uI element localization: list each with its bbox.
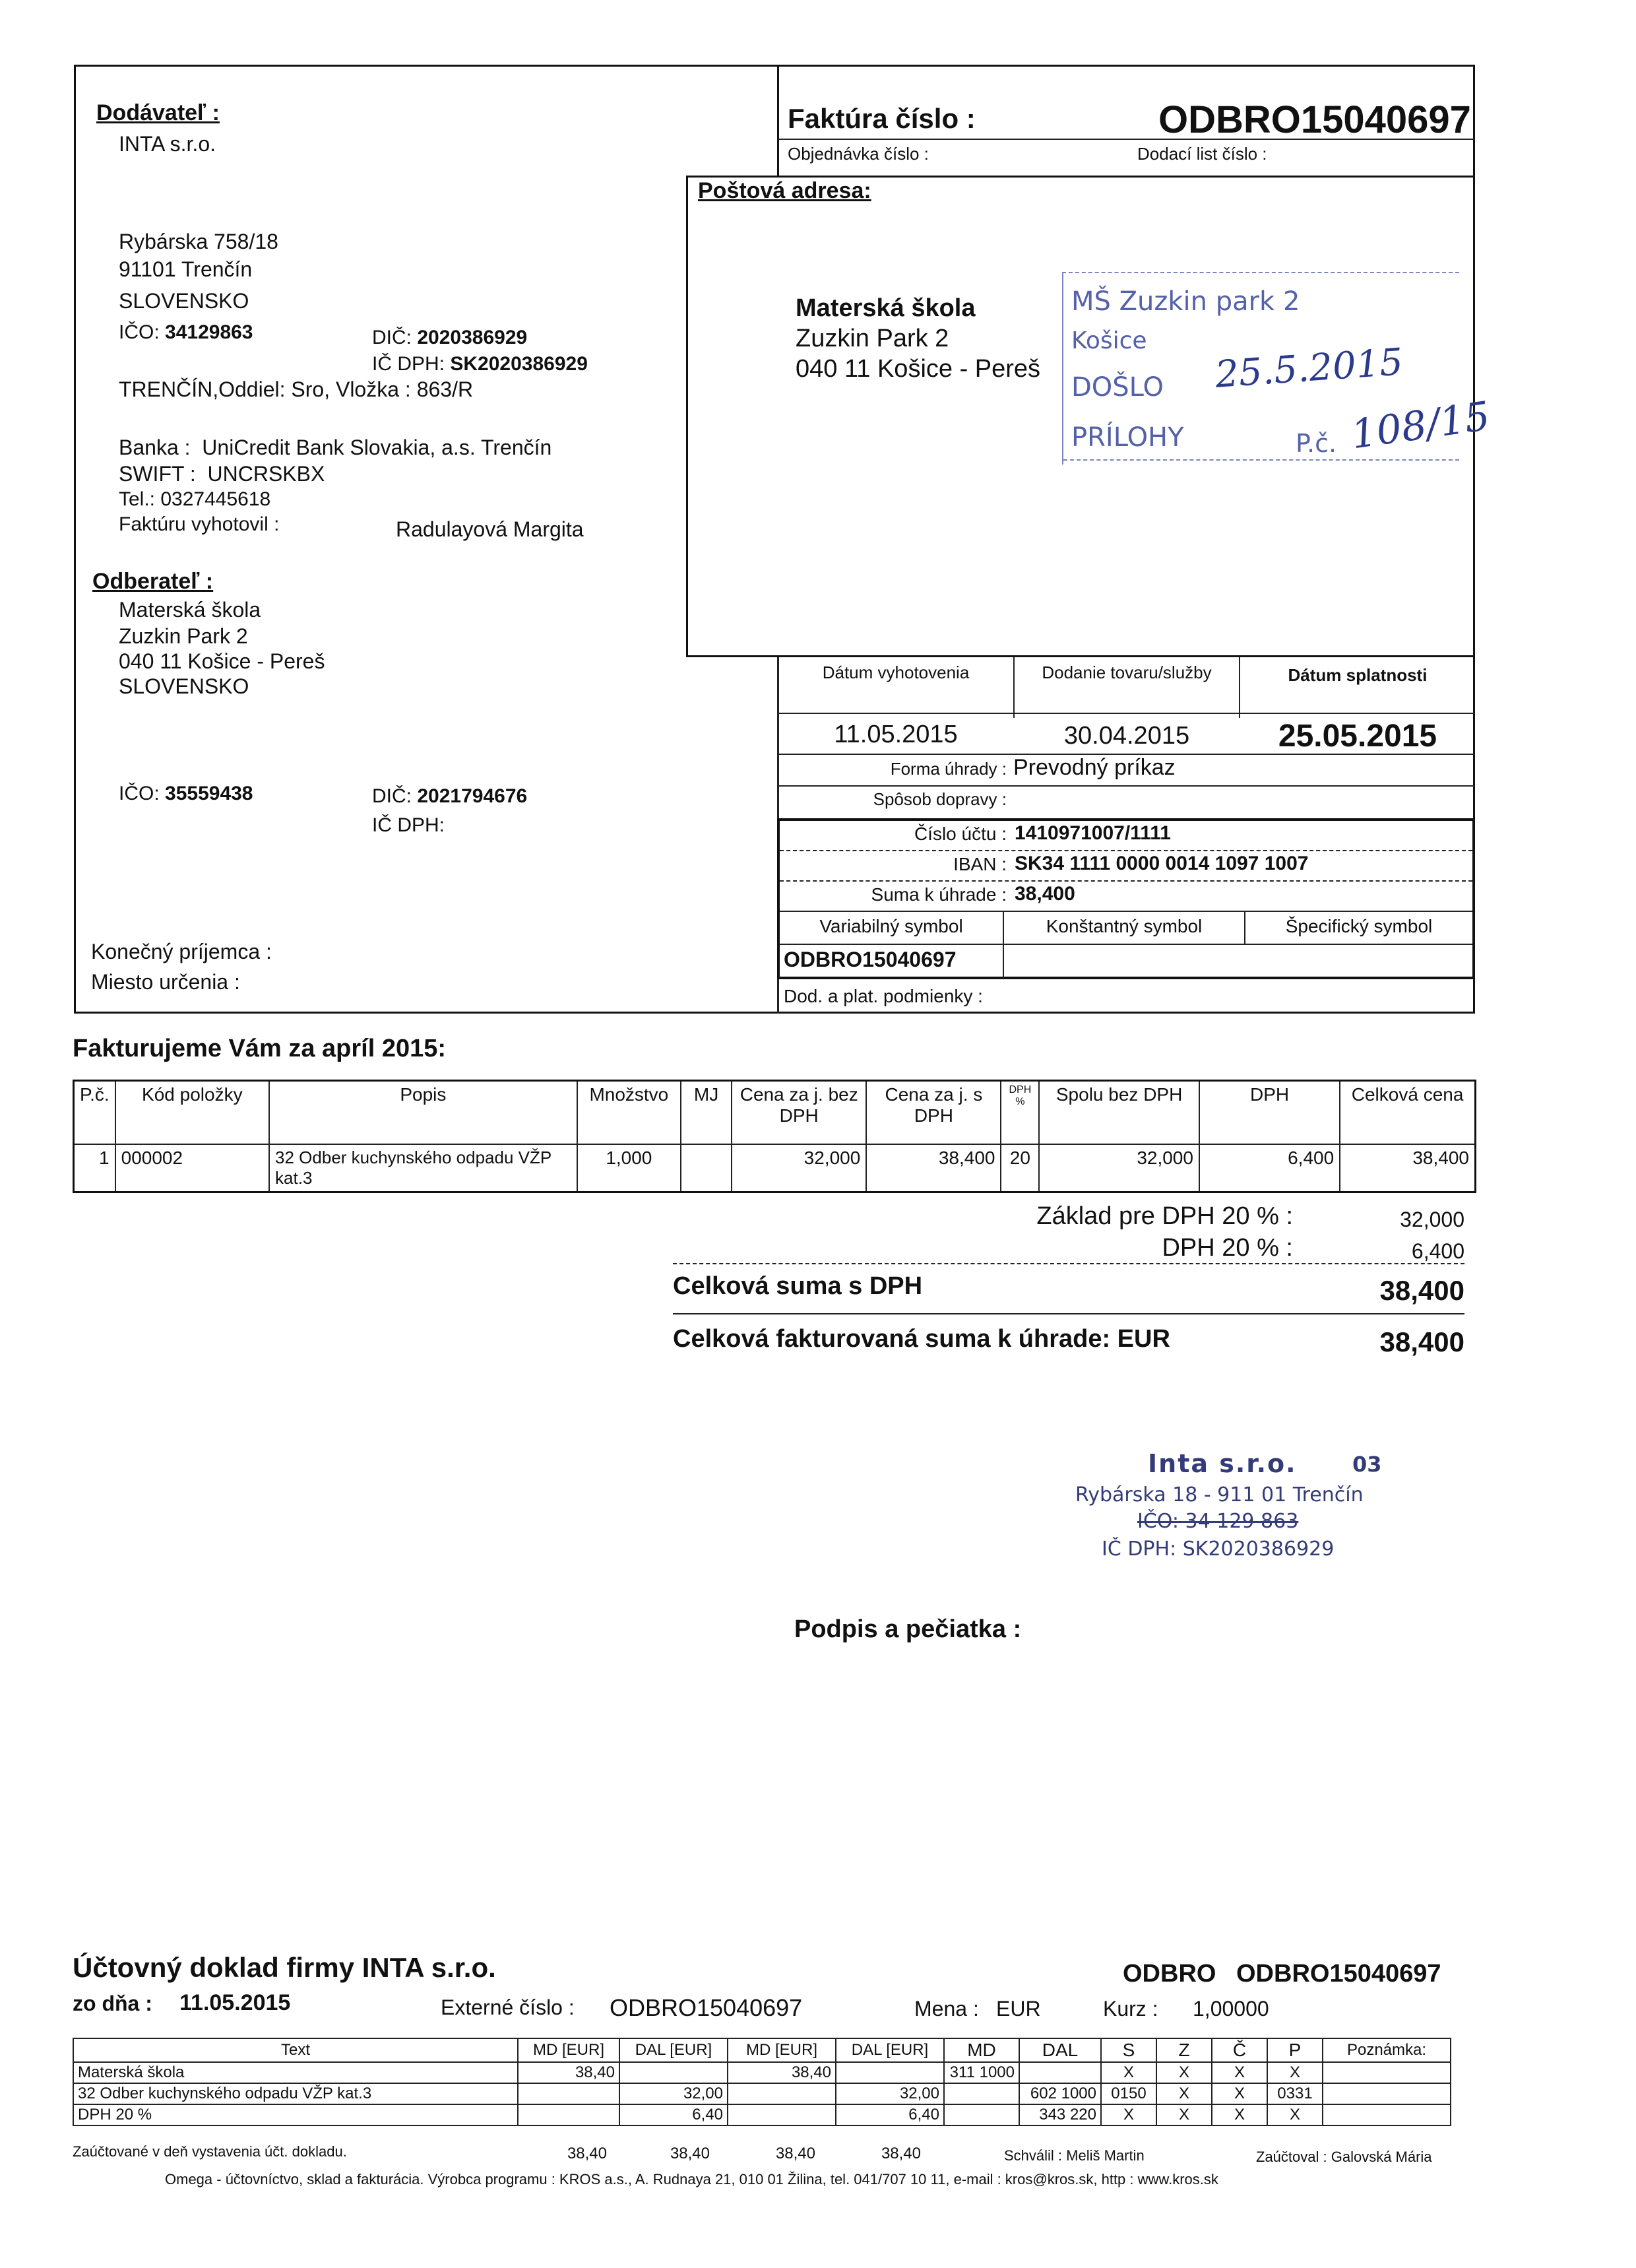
acc-h-md2: MD [EUR] (728, 2038, 836, 2062)
items-header-row (74, 1081, 1476, 1144)
external-number: ODBRO15040697 (610, 1994, 803, 2021)
acc-cell: X (1156, 2104, 1212, 2125)
acc-cell: 6,40 (619, 2104, 728, 2125)
acc-cell: 343 220 (1019, 2104, 1101, 2125)
acc-h-dal2: DAL [EUR] (836, 2038, 944, 2062)
stamp-pc-value: 108/15 (1348, 393, 1493, 459)
gross-total-label: Celková suma s DPH (673, 1272, 923, 1300)
acc-cell (518, 2104, 619, 2125)
acc-cell (1323, 2062, 1451, 2083)
terms-label: Dod. a plat. podmienky : (784, 986, 983, 1006)
item-desc: 32 Odber kuchynského odpadu VŽP kat.3 (269, 1144, 577, 1192)
acc-cell: X (1156, 2083, 1212, 2104)
item-unit (681, 1144, 732, 1192)
issue-date: 11.05.2015 (834, 721, 958, 748)
acc-h-dal1: DAL [EUR] (619, 2038, 728, 2062)
accounting-date: 11.05.2015 (179, 1990, 291, 2015)
vat-base: 32,000 (1400, 1208, 1464, 1231)
software-footer: Omega - účtovníctvo, sklad a fakturácia. Výrobca programu : KROS a.s., A. Rudnaya 21, 010 01 Žilina, tel. 041/707 10 11, e-mail : kros@kros.sk, http : www.kros.sk (165, 2171, 1218, 2187)
accounting-code: ODBRO (1123, 1960, 1216, 1988)
delivery-date: 30.04.2015 (1063, 722, 1190, 750)
acc-cell (1323, 2083, 1451, 2104)
col-price-gross-header: Cena za j. s DPH (866, 1081, 1001, 1144)
postal-city: 040 11 Košice - Pereš (796, 355, 1041, 383)
accounting-number: ODBRO15040697 (1236, 1960, 1441, 1988)
invoiced-total: 38,400 (1379, 1326, 1464, 1357)
acc-cell: 0331 (1267, 2083, 1323, 2104)
acc-cell (836, 2062, 944, 2083)
table-row (73, 2083, 1451, 2104)
item-code: 000002 (115, 1144, 269, 1192)
constant-symbol-label: Konštantný symbol (1046, 916, 1203, 936)
acc-cell (1323, 2104, 1451, 2125)
currency-label: Mena : (914, 1997, 979, 2021)
rate-label: Kurz : (1103, 1997, 1158, 2021)
issued-by-name: Radulayová Margita (396, 517, 584, 541)
account-number: 1410971007/1111 (1015, 822, 1171, 844)
acc-cell: X (1101, 2062, 1156, 2083)
issue-date-label: Dátum vyhotovenia (822, 663, 970, 682)
supplier-heading: Dodávateľ : (96, 100, 220, 125)
acc-cell: X (1212, 2083, 1267, 2104)
customer-street: Zuzkin Park 2 (119, 624, 248, 648)
acc-cell: X (1101, 2104, 1156, 2125)
acc-cell: 32,00 (836, 2083, 944, 2104)
table-row (74, 1144, 1476, 1192)
payment-form: Prevodný príkaz (1013, 755, 1176, 780)
col-code-header: Kód položky (115, 1081, 269, 1144)
postal-heading: Poštová adresa: (698, 178, 871, 203)
billing-title: Fakturujeme Vám za apríl 2015: (73, 1035, 447, 1062)
posted-by: Zaúčtoval : Galovská Mária (1256, 2149, 1432, 2165)
acc-h-s: S (1101, 2038, 1156, 2062)
accounting-date-label: zo dňa : (73, 1992, 152, 2015)
vat-amount: 6,400 (1411, 1239, 1464, 1263)
acc-h-z: Z (1156, 2038, 1212, 2062)
stamp-received: DOŠLO (1071, 372, 1164, 403)
delivery-note-label: Dodací list číslo : (1137, 144, 1267, 164)
acc-h-p: P (1267, 2038, 1323, 2062)
acc-cell: X (1212, 2104, 1267, 2125)
col-total-header: Celková cena (1340, 1081, 1475, 1144)
company-seal (1055, 1449, 1399, 1581)
stamp-attachments: PRÍLOHY (1071, 422, 1184, 453)
supplier-city: 91101 Trenčín (119, 257, 253, 281)
external-number-label: Externé číslo : (441, 1995, 575, 2019)
col-unit-header: MJ (681, 1081, 732, 1144)
due-date: 25.05.2015 (1278, 719, 1437, 754)
supplier-ico: IČO: 34129863 (119, 321, 253, 343)
acc-cell: DPH 20 % (73, 2104, 518, 2125)
approved-by: Schválil : Meliš Martin (1004, 2147, 1145, 2164)
acc-cell (518, 2083, 619, 2104)
signature-label: Podpis a pečiatka : (794, 1615, 1022, 1643)
acc-h-c: Č (1212, 2038, 1267, 2062)
acc-cell (944, 2083, 1019, 2104)
col-qty-header: Množstvo (577, 1081, 681, 1144)
acc-cell (728, 2083, 836, 2104)
gross-total: 38,400 (1379, 1275, 1464, 1306)
customer-dic: DIČ: 2021794676 (372, 785, 528, 807)
item-vat: 6,400 (1199, 1144, 1340, 1192)
specific-symbol-label: Špecifický symbol (1285, 916, 1433, 936)
acc-cell: 38,40 (728, 2062, 836, 2083)
seal-number: 03 (1352, 1452, 1382, 1477)
item-total-net: 32,000 (1039, 1144, 1199, 1192)
issued-by-label: Faktúru vyhotovil : (119, 513, 280, 535)
customer-country: SLOVENSKO (119, 674, 249, 698)
acc-cell (944, 2104, 1019, 2125)
stamp-city: Košice (1071, 327, 1147, 354)
acc-cell: 311 1000 (944, 2062, 1019, 2083)
accounting-title: Účtovný doklad firmy INTA s.r.o. (73, 1952, 496, 1983)
account-label: Číslo účtu : (914, 824, 1007, 844)
col-price-net-header: Cena za j. bez DPH (732, 1081, 866, 1144)
item-pc: 1 (74, 1144, 115, 1192)
seal-icdph: IČ DPH: SK2020386929 (1102, 1538, 1335, 1561)
supplier-country: SLOVENSKO (119, 289, 249, 313)
destination-label: Miesto určenia : (91, 970, 240, 994)
iban: SK34 1111 0000 0014 1097 1007 (1015, 853, 1309, 874)
acc-h-text: Text (73, 2038, 518, 2062)
acc-cell (1019, 2062, 1101, 2083)
payment-form-label: Forma úhrady : (890, 759, 1007, 779)
final-recipient-label: Konečný príjemca : (91, 940, 272, 963)
acc-h-note: Poznámka: (1323, 2038, 1451, 2062)
supplier-tel: Tel.: 0327445618 (119, 488, 271, 510)
col-vat-pct-header: DPH % (1001, 1081, 1039, 1144)
items-table (73, 1080, 1476, 1193)
variable-symbol-label: Variabilný symbol (819, 916, 963, 936)
acc-cell: 602 1000 (1019, 2083, 1101, 2104)
seal-ico: IČO: 34 129 863 (1137, 1510, 1299, 1533)
acc-cell: X (1267, 2104, 1323, 2125)
accounting-header-row (73, 2038, 1451, 2062)
invoice-number: ODBRO15040697 (1158, 98, 1471, 141)
item-price-net: 32,000 (732, 1144, 866, 1192)
acc-cell: X (1156, 2062, 1212, 2083)
item-vat-pct: 20 (1001, 1144, 1039, 1192)
footer-sum-md2: 38,40 (775, 2145, 815, 2162)
due-date-label: Dátum splatnosti (1288, 665, 1428, 685)
customer-heading: Odberateľ : (92, 569, 214, 594)
col-total-net-header: Spolu bez DPH (1039, 1081, 1199, 1144)
invoice-title-label: Faktúra číslo : (788, 103, 976, 134)
order-number-label: Objednávka číslo : (788, 144, 929, 164)
amount-due-label: Suma k úhrade : (871, 884, 1007, 905)
acc-cell: 32 Odber kuchynského odpadu VŽP kat.3 (73, 2083, 518, 2104)
acc-cell: Materská škola (73, 2062, 518, 2083)
item-price-gross: 38,400 (866, 1144, 1001, 1192)
acc-cell (728, 2104, 836, 2125)
transport-label: Spôsob dopravy : (873, 789, 1007, 809)
footer-sum-md1: 38,40 (567, 2145, 607, 2162)
col-pc-header: P.č. (74, 1081, 115, 1144)
amount-due: 38,400 (1015, 883, 1075, 905)
col-desc-header: Popis (269, 1081, 577, 1144)
postal-name: Materská škola (796, 294, 976, 322)
seal-address: Rybárska 18 - 911 01 Trenčín (1075, 1483, 1364, 1507)
acc-cell (619, 2062, 728, 2083)
supplier-register: TRENČÍN,Oddiel: Sro, Vložka : 863/R (119, 377, 474, 401)
rate: 1,00000 (1193, 1997, 1269, 2021)
customer-ico: IČO: 35559438 (119, 783, 253, 804)
supplier-swift: SWIFT : UNCRSKBX (119, 462, 325, 486)
postal-street: Zuzkin Park 2 (796, 325, 949, 352)
acc-cell: 32,00 (619, 2083, 728, 2104)
acc-h-dal: DAL (1019, 2038, 1101, 2062)
accounting-footer-label: Zaúčtované v deň vystavenia účt. dokladu. (73, 2143, 347, 2160)
iban-label: IBAN : (953, 854, 1007, 874)
variable-symbol: ODBRO15040697 (784, 948, 957, 971)
acc-cell: 0150 (1101, 2083, 1156, 2104)
stamp-date: 25.5.2015 (1214, 340, 1404, 397)
supplier-street: Rybárska 758/18 (119, 230, 278, 253)
seal-company-name: Inta s.r.o. (1148, 1449, 1297, 1478)
acc-h-md: MD (944, 2038, 1019, 2062)
item-total: 38,400 (1340, 1144, 1475, 1192)
item-qty: 1,000 (577, 1144, 681, 1192)
stamp-school: MŠ Zuzkin park 2 (1071, 286, 1300, 317)
customer-icdph-label: IČ DPH: (372, 814, 445, 836)
vat-label: DPH 20 % : (1162, 1234, 1293, 1262)
supplier-name: INTA s.r.o. (119, 132, 216, 156)
customer-name: Materská škola (119, 598, 261, 622)
acc-cell: 6,40 (836, 2104, 944, 2125)
acc-h-md1: MD [EUR] (518, 2038, 619, 2062)
table-row (73, 2104, 1451, 2125)
accounting-table (73, 2038, 1451, 2126)
acc-cell: X (1267, 2062, 1323, 2083)
col-vat-header: DPH (1199, 1081, 1340, 1144)
acc-cell: X (1212, 2062, 1267, 2083)
supplier-dic: DIČ: 2020386929 (372, 327, 528, 348)
footer-sum-dal1: 38,40 (670, 2145, 710, 2162)
vat-base-label: Základ pre DPH 20 % : (1036, 1202, 1293, 1230)
delivery-date-label: Dodanie tovaru/služby (1042, 663, 1212, 682)
stamp-pc-label: P.č. (1296, 429, 1337, 458)
received-stamp (1062, 272, 1493, 465)
invoiced-total-label: Celková fakturovaná suma k úhrade: EUR (673, 1325, 1170, 1353)
acc-cell: 38,40 (518, 2062, 619, 2083)
table-row (73, 2062, 1451, 2083)
supplier-bank: Banka : UniCredit Bank Slovakia, a.s. Trenčín (119, 436, 552, 459)
supplier-icdph: IČ DPH: SK2020386929 (372, 353, 588, 375)
currency: EUR (996, 1997, 1041, 2021)
customer-city: 040 11 Košice - Pereš (119, 649, 325, 673)
footer-sum-dal2: 38,40 (881, 2145, 921, 2162)
